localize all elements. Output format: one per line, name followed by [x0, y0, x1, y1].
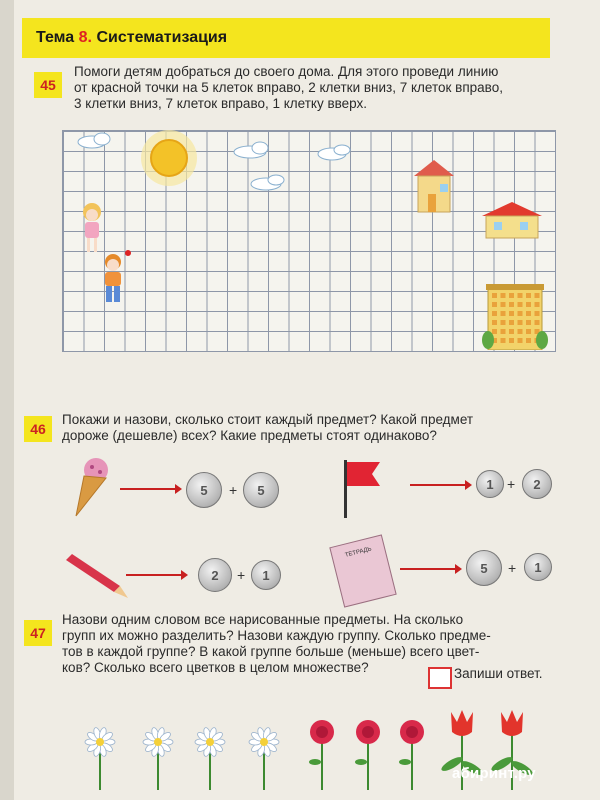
coin-icon: 1 — [476, 470, 504, 498]
pencil-icon — [60, 552, 132, 600]
site-watermark: абиринт.ру — [452, 765, 536, 782]
topic-header — [22, 18, 550, 58]
cloud-icon — [251, 175, 284, 190]
coin-icon: 2 — [522, 469, 552, 499]
answer-label: Запиши ответ. — [454, 666, 543, 681]
coin-icon: 1 — [251, 560, 281, 590]
daisy-icon — [143, 727, 173, 790]
arrow-icon — [410, 484, 466, 486]
boy-figure-icon — [105, 254, 121, 302]
arrow-icon — [400, 568, 456, 570]
plus-sign: + — [229, 482, 238, 498]
topic-title: Тема 8. Систематизация — [36, 29, 228, 46]
girl-figure-icon — [83, 203, 101, 252]
plus-sign: + — [237, 567, 246, 583]
plus-sign: + — [507, 476, 516, 492]
arrow-icon — [120, 488, 176, 490]
answer-box[interactable] — [428, 667, 452, 689]
grid-illustrations — [62, 130, 554, 350]
coin-icon: 1 — [524, 553, 552, 581]
task-46-badge: 46 — [24, 416, 52, 442]
task-47-badge: 47 — [24, 620, 52, 646]
daisy-icon — [249, 727, 279, 790]
notebook-icon: ТЕТРАДЬ — [329, 534, 396, 607]
cloud-icon — [234, 142, 268, 158]
task-45-text: Помоги детям добраться до своего дома. Для этого проведи линию от красной точки на 5 клеток вправо, 2 клетки вниз, 7 клеток вправо, 3 клетки вниз, 7 клеток вправо, 1 клетку вверх. — [74, 64, 503, 111]
rose-icon — [399, 720, 424, 790]
arrow-icon — [126, 574, 182, 576]
rose-icon — [355, 720, 380, 790]
coin-icon: 5 — [466, 550, 502, 586]
flag-icon — [340, 456, 384, 520]
coin-icon: 5 — [243, 472, 279, 508]
task-46-text: Покажи и назови, сколько стоит каждый предмет? Какой предмет дороже (дешевле) всех? Какие предметы стоят одинаково? — [62, 412, 474, 443]
task-47-text: Назови одним словом все нарисованные предметы. На сколько групп их можно разделить? Назови каждую группу. Сколько предме- тов в каждой группе? В какой группе больше (меньше) всего цвет- ков? Сколько всего цветков в целом множестве? — [62, 612, 491, 675]
house-wide-icon — [482, 202, 542, 238]
house-small-icon — [414, 160, 454, 212]
cloud-icon — [318, 145, 350, 160]
coin-icon: 5 — [186, 472, 222, 508]
daisy-icon — [85, 727, 115, 790]
flowers-row — [60, 692, 560, 800]
cloud-icon — [78, 133, 110, 148]
task-45-badge: 45 — [34, 72, 62, 98]
sun-icon — [141, 130, 197, 186]
start-dot-icon — [125, 250, 131, 256]
plus-sign: + — [508, 560, 517, 576]
coin-icon: 2 — [198, 558, 232, 592]
ice-cream-icon — [70, 456, 110, 520]
daisy-icon — [195, 727, 225, 790]
rose-icon — [309, 720, 334, 790]
